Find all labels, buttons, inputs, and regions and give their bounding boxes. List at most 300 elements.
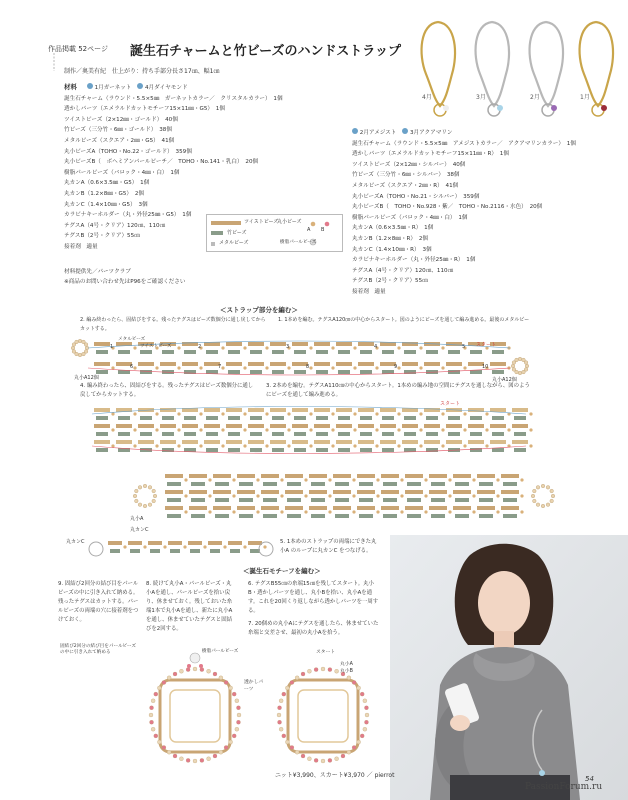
small-bead	[208, 478, 211, 481]
bamboo-bead	[150, 549, 160, 553]
small-bead	[448, 494, 451, 497]
bamboo-bead	[294, 448, 306, 452]
twist-bead	[182, 362, 198, 366]
motif-bead	[364, 720, 368, 724]
bamboo-bead	[263, 498, 277, 502]
bamboo-bead	[118, 350, 130, 354]
bamboo-bead	[110, 549, 120, 553]
bamboo-bead	[338, 370, 350, 374]
bamboo-bead	[360, 448, 372, 452]
bamboo-bead	[191, 514, 205, 518]
bamboo-bead	[96, 432, 108, 436]
motif-bead	[285, 686, 289, 690]
bamboo-bead	[118, 432, 130, 436]
twist-bead	[477, 506, 495, 510]
ring-bead	[551, 494, 555, 498]
bamboo-bead	[140, 350, 152, 354]
small-bead	[309, 346, 312, 349]
small-bead	[400, 510, 403, 513]
bamboo-bead	[338, 432, 350, 436]
materials-right-item: 透かしパーツ（エメラルドカットモチーフ15×11㎜・R） 1個	[352, 151, 509, 158]
materials-left-item: テグスB（2号・クリア）55㎝	[64, 233, 140, 240]
bamboo-bead	[210, 549, 220, 553]
twist-bead	[116, 440, 132, 444]
bamboo-bead	[239, 482, 253, 486]
small-bead	[331, 428, 334, 431]
twist-bead	[358, 424, 374, 428]
motif-bead	[364, 706, 368, 710]
ring-bead	[512, 368, 516, 372]
motif-bead	[314, 758, 318, 762]
bamboo-bead	[294, 350, 306, 354]
twist-bead	[189, 506, 207, 510]
twist-bead	[314, 440, 330, 444]
motif-bead	[167, 676, 171, 680]
ring-bead	[536, 486, 540, 490]
motif-step9: 9. 固結び2回分の結び目をパールビーズの中に引き入れて納める。残ったテグスはカットする。パールビーズの両端の穴に接着剤をつけておく。	[58, 581, 139, 623]
materials-heading: 材料	[64, 83, 77, 91]
twist-bead	[381, 474, 399, 478]
motif-kan-a-label: 丸小A	[340, 662, 353, 667]
ring-bead	[533, 489, 537, 493]
bamboo-bead	[431, 514, 445, 518]
motif-bead	[295, 750, 299, 754]
small-bead	[352, 494, 355, 497]
small-bead	[256, 478, 259, 481]
motif-bead	[187, 664, 191, 668]
small-bead	[529, 412, 532, 415]
photo-label-1: 4月	[422, 94, 432, 101]
bamboo-bead	[118, 416, 130, 420]
bamboo-bead	[228, 448, 240, 452]
bamboo-bead	[448, 350, 460, 354]
twist-bead	[237, 474, 255, 478]
motif-bead	[199, 664, 203, 668]
motif-bead	[278, 720, 282, 724]
bamboo-bead	[184, 416, 196, 420]
motif-bead	[186, 758, 190, 762]
twist-bead	[94, 440, 110, 444]
small-bead	[419, 444, 422, 447]
bamboo-bead	[190, 549, 200, 553]
twist-bead	[248, 541, 262, 545]
legend-twist: ツイストビーズ	[244, 219, 279, 225]
twist-bead	[357, 506, 375, 510]
bamboo-bead	[263, 482, 277, 486]
twist-bead	[358, 342, 374, 346]
diagram2-start-label: スタート	[440, 401, 461, 407]
twist-bead	[189, 474, 207, 478]
strap-step2: 2. 編み終わったら、固結びをする。残ったテグスはビーズ数個分に通し戻してからカットする。	[80, 317, 266, 332]
motif-bead	[162, 746, 166, 750]
motif-bead	[282, 734, 286, 738]
small-bead	[485, 412, 488, 415]
small-bead	[472, 478, 475, 481]
twist-bead	[453, 474, 471, 478]
segment-number: 10	[482, 364, 489, 370]
motif-bead	[279, 699, 283, 703]
strap-diagram-3	[125, 468, 565, 532]
small-bead	[309, 412, 312, 415]
bamboo-bead	[431, 482, 445, 486]
twist-bead	[490, 440, 506, 444]
ring-bead	[533, 499, 537, 503]
small-bead	[304, 478, 307, 481]
small-bead	[353, 366, 356, 369]
twist-bead	[226, 424, 242, 428]
bamboo-bead	[228, 432, 240, 436]
small-bead	[208, 494, 211, 497]
motif-section-heading: ＜誕生石モチーフを編む＞	[243, 567, 321, 575]
twist-bead	[116, 424, 132, 428]
bamboo-bead	[404, 448, 416, 452]
variant-b-icon	[137, 83, 143, 89]
twist-bead	[213, 474, 231, 478]
twist-bead	[237, 506, 255, 510]
diagram3-kan-a-label: 丸小A	[130, 516, 144, 522]
motif-bead	[154, 734, 158, 738]
bamboo-bead	[360, 370, 372, 374]
bamboo-bead	[335, 482, 349, 486]
twist-bead	[402, 440, 418, 444]
ring-bead	[138, 486, 142, 490]
bamboo-bead	[167, 498, 181, 502]
small-bead	[485, 444, 488, 447]
variant-b-label: 4月ダイヤモンド	[144, 85, 188, 91]
bamboo-bead	[479, 514, 493, 518]
motif-bead	[321, 759, 325, 763]
small-bead	[397, 366, 400, 369]
ring-bead	[152, 489, 156, 493]
twist-bead	[138, 424, 154, 428]
small-bead	[208, 510, 211, 513]
bamboo-bead	[239, 514, 253, 518]
bamboo-bead	[206, 416, 218, 420]
small-bead	[221, 412, 224, 415]
twist-bead	[165, 474, 183, 478]
bamboo-bead	[272, 432, 284, 436]
small-bead	[328, 478, 331, 481]
product-photo-straps	[400, 14, 628, 138]
motif-bead	[278, 706, 282, 710]
small-bead	[353, 412, 356, 415]
motif-bead	[173, 754, 177, 758]
twist-bead	[429, 490, 447, 494]
twist-bead	[424, 362, 440, 366]
materials-right-item: 丸小ビーズB（ TOHO・No.928・紫／ TOHO・No.2116・水色） 20個	[352, 204, 543, 211]
twist-bead	[357, 474, 375, 478]
small-bead	[352, 510, 355, 513]
bamboo-bead	[448, 416, 460, 420]
bamboo-bead	[338, 350, 350, 354]
motif-bead	[360, 734, 364, 738]
motif-bead	[363, 727, 367, 731]
bamboo-bead	[404, 432, 416, 436]
bamboo-bead	[470, 350, 482, 354]
motif-bead	[236, 706, 240, 710]
model-photo	[390, 535, 628, 800]
jump-ring	[89, 542, 103, 556]
twist-bead	[285, 490, 303, 494]
bamboo-bead	[96, 416, 108, 420]
bamboo-bead	[404, 350, 416, 354]
twist-bead	[405, 490, 423, 494]
materials-right-item: テグスA（4号・クリア）120㎝、110㎝	[352, 267, 454, 274]
small-bead	[133, 412, 136, 415]
motif-bead	[151, 727, 155, 731]
twist-bead	[165, 506, 183, 510]
bamboo-bead	[503, 514, 517, 518]
materials-left-item: カラビナキーホルダー（丸・外径25㎜・G5） 1個	[64, 212, 192, 219]
motif-bead	[335, 669, 339, 673]
twist-bead	[333, 506, 351, 510]
small-bead	[133, 346, 136, 349]
bamboo-bead	[359, 482, 373, 486]
segment-number: 7	[218, 364, 222, 370]
motif-bead	[352, 680, 356, 684]
motif-bead	[290, 746, 294, 750]
twist-bead	[405, 474, 423, 478]
ring-bead	[153, 494, 157, 498]
small-bead	[496, 494, 499, 497]
twist-bead	[182, 440, 198, 444]
bamboo-bead	[431, 498, 445, 502]
small-bead	[331, 346, 334, 349]
motif-bead	[200, 668, 204, 672]
segment-number: 9	[394, 364, 398, 370]
small-bead	[309, 444, 312, 447]
twist-bead	[333, 474, 351, 478]
small-bead	[331, 444, 334, 447]
small-bead	[496, 478, 499, 481]
twist-bead	[490, 408, 506, 412]
small-bead	[496, 510, 499, 513]
bamboo-bead	[316, 350, 328, 354]
segment-number: 1	[110, 344, 114, 350]
ring-bead	[152, 499, 156, 503]
small-bead	[123, 545, 126, 548]
twist-bead	[468, 440, 484, 444]
bamboo-bead	[230, 549, 240, 553]
bamboo-bead	[338, 448, 350, 452]
diagram1-start-label: スタート	[476, 342, 497, 348]
small-bead	[111, 444, 114, 447]
bamboo-bead	[360, 350, 372, 354]
bamboo-bead	[191, 482, 205, 486]
ring-bead	[536, 503, 540, 507]
materials-left-item: 丸小ビーズB（ ボヘミアンパールピーチ／ TOHO・No.141・乳白） 20個	[64, 159, 259, 166]
strap-step3: 3. 2本めを編む。テグスA110㎝の中心からスタート。1本めの編み地の空間にテグスを通しながら、図のようにビーズを通して編み進める。	[266, 383, 530, 398]
small-bead	[448, 510, 451, 513]
small-bead	[397, 428, 400, 431]
small-bead	[375, 444, 378, 447]
small-bead	[441, 412, 444, 415]
twist-bead	[512, 424, 528, 428]
motif-step7: 7. 20個めの丸小Aにテグスを通したら、休ませていた糸端と交差させ、最初の丸小Aを拾う。	[248, 621, 379, 636]
decorative-divider	[49, 53, 61, 75]
diagram1-twist-label: ツイストビーズ	[140, 344, 172, 349]
small-bead	[133, 444, 136, 447]
small-bead	[520, 478, 523, 481]
motif-bead	[328, 758, 332, 762]
bamboo-bead	[250, 416, 262, 420]
small-bead	[529, 428, 532, 431]
twist-bead	[94, 342, 110, 346]
ring-bead	[143, 504, 147, 508]
strap-step5: 5. 1本めのストラップの両端にできた丸小A のループに丸カンC をつなげる。	[280, 539, 377, 554]
bamboo-bead	[170, 549, 180, 553]
small-bead	[265, 444, 268, 447]
ring-bead	[71, 346, 75, 350]
bamboo-bead	[492, 370, 504, 374]
twist-bead	[168, 541, 182, 545]
motif-bead	[213, 754, 217, 758]
small-bead	[424, 494, 427, 497]
bamboo-bead	[407, 514, 421, 518]
small-bead	[280, 510, 283, 513]
motif-bead	[352, 746, 356, 750]
bamboo-bead	[272, 370, 284, 374]
small-bead	[287, 428, 290, 431]
bamboo-bead	[294, 370, 306, 374]
bamboo-bead	[316, 416, 328, 420]
bamboo-bead	[162, 448, 174, 452]
diagram1-ring-label-2: 丸小A12個	[492, 377, 517, 383]
bamboo-bead	[162, 416, 174, 420]
twist-bead	[94, 424, 110, 428]
legend-metal: メタルビーズ	[219, 240, 249, 246]
small-bead	[424, 510, 427, 513]
small-bead	[419, 366, 422, 369]
bamboo-bead	[250, 370, 262, 374]
bamboo-bead	[514, 416, 526, 420]
twist-bead	[94, 408, 110, 412]
ring-bead	[143, 484, 147, 488]
motif-bead	[224, 680, 228, 684]
legend-box	[206, 214, 343, 252]
twist-bead	[358, 440, 374, 444]
footer-credit: ニット¥3,990、スカート¥3,970 ／ pierrot	[275, 772, 395, 779]
bamboo-bead	[470, 416, 482, 420]
twist-bead	[357, 490, 375, 494]
small-bead	[397, 444, 400, 447]
twist-bead	[453, 506, 471, 510]
motif-bead	[307, 669, 311, 673]
page-number: 54	[585, 775, 594, 783]
motif-bead	[279, 727, 283, 731]
bamboo-bead	[228, 370, 240, 374]
bamboo-bead	[382, 416, 394, 420]
diagram1-ring-label: 丸小A12個	[74, 375, 99, 381]
twist-bead	[204, 440, 220, 444]
small-bead	[111, 366, 114, 369]
small-bead	[177, 444, 180, 447]
bamboo-bead	[316, 448, 328, 452]
ring-bead	[138, 503, 142, 507]
motif-bead	[360, 692, 364, 696]
bamboo-bead	[382, 432, 394, 436]
bamboo-bead	[140, 370, 152, 374]
motif-bead	[200, 758, 204, 762]
motif-diagram-left	[140, 640, 260, 774]
twist-bead	[512, 440, 528, 444]
small-bead	[232, 478, 235, 481]
small-bead	[376, 510, 379, 513]
bamboo-bead	[503, 498, 517, 502]
motif-bead	[321, 667, 325, 671]
bamboo-bead	[263, 514, 277, 518]
materials-left-item: ツイストビーズ（2×12㎜・ゴールド） 40個	[64, 116, 178, 123]
twist-bead	[292, 440, 308, 444]
small-bead	[221, 428, 224, 431]
bamboo-bead	[130, 549, 140, 553]
materials-left-item: 竹ビーズ（三分竹・6㎜・ゴールド） 38個	[64, 127, 172, 134]
bamboo-bead	[167, 514, 181, 518]
twist-bead	[148, 541, 162, 545]
small-bead	[221, 366, 224, 369]
ring-bead	[525, 364, 529, 368]
twist-bead	[309, 506, 327, 510]
twist-bead	[405, 506, 423, 510]
small-bead	[133, 366, 136, 369]
twist-bead	[453, 490, 471, 494]
twist-bead	[213, 490, 231, 494]
twist-bead	[309, 490, 327, 494]
page-title: 誕生石チャームと竹ビーズのハンドストラップ	[130, 44, 402, 59]
watermark: PassionForum.ru	[525, 782, 603, 792]
supplier: 材料提供先／パーツクラブ	[64, 268, 131, 275]
bamboo-bead	[272, 416, 284, 420]
twist-bead	[292, 408, 308, 412]
motif-bead	[341, 754, 345, 758]
photo-label-2: 3月	[476, 94, 486, 101]
twist-bead	[358, 408, 374, 412]
small-bead	[155, 366, 158, 369]
small-bead	[441, 366, 444, 369]
frame-inner	[170, 690, 220, 742]
motif-bead	[285, 740, 289, 744]
variant-c-label: 2月アメジスト	[359, 130, 397, 136]
small-bead	[243, 428, 246, 431]
twist-bead	[270, 440, 286, 444]
bamboo-bead	[492, 448, 504, 452]
materials-left-item: 丸カンA（0.6×3.5㎜・G5） 1個	[64, 180, 150, 187]
bamboo-bead	[479, 498, 493, 502]
ring-bead	[148, 503, 152, 507]
legend-a: A	[307, 227, 311, 233]
bamboo-bead	[455, 514, 469, 518]
twist-bead	[182, 424, 198, 428]
small-bead	[199, 428, 202, 431]
motif-bead	[295, 676, 299, 680]
twist-bead	[248, 424, 264, 428]
small-bead	[163, 545, 166, 548]
motif-bead	[347, 750, 351, 754]
small-bead	[243, 412, 246, 415]
twist-bead	[358, 362, 374, 366]
small-bead	[223, 545, 226, 548]
small-bead	[184, 494, 187, 497]
motif-bead	[193, 667, 197, 671]
small-bead	[376, 478, 379, 481]
motif-bead	[162, 680, 166, 684]
legend-pearl: 樹脂パールビーズ	[280, 240, 317, 245]
twist-bead	[314, 342, 330, 346]
small-bead	[520, 494, 523, 497]
small-bead	[304, 510, 307, 513]
twist-bead	[380, 440, 396, 444]
motif-bead	[277, 713, 281, 717]
